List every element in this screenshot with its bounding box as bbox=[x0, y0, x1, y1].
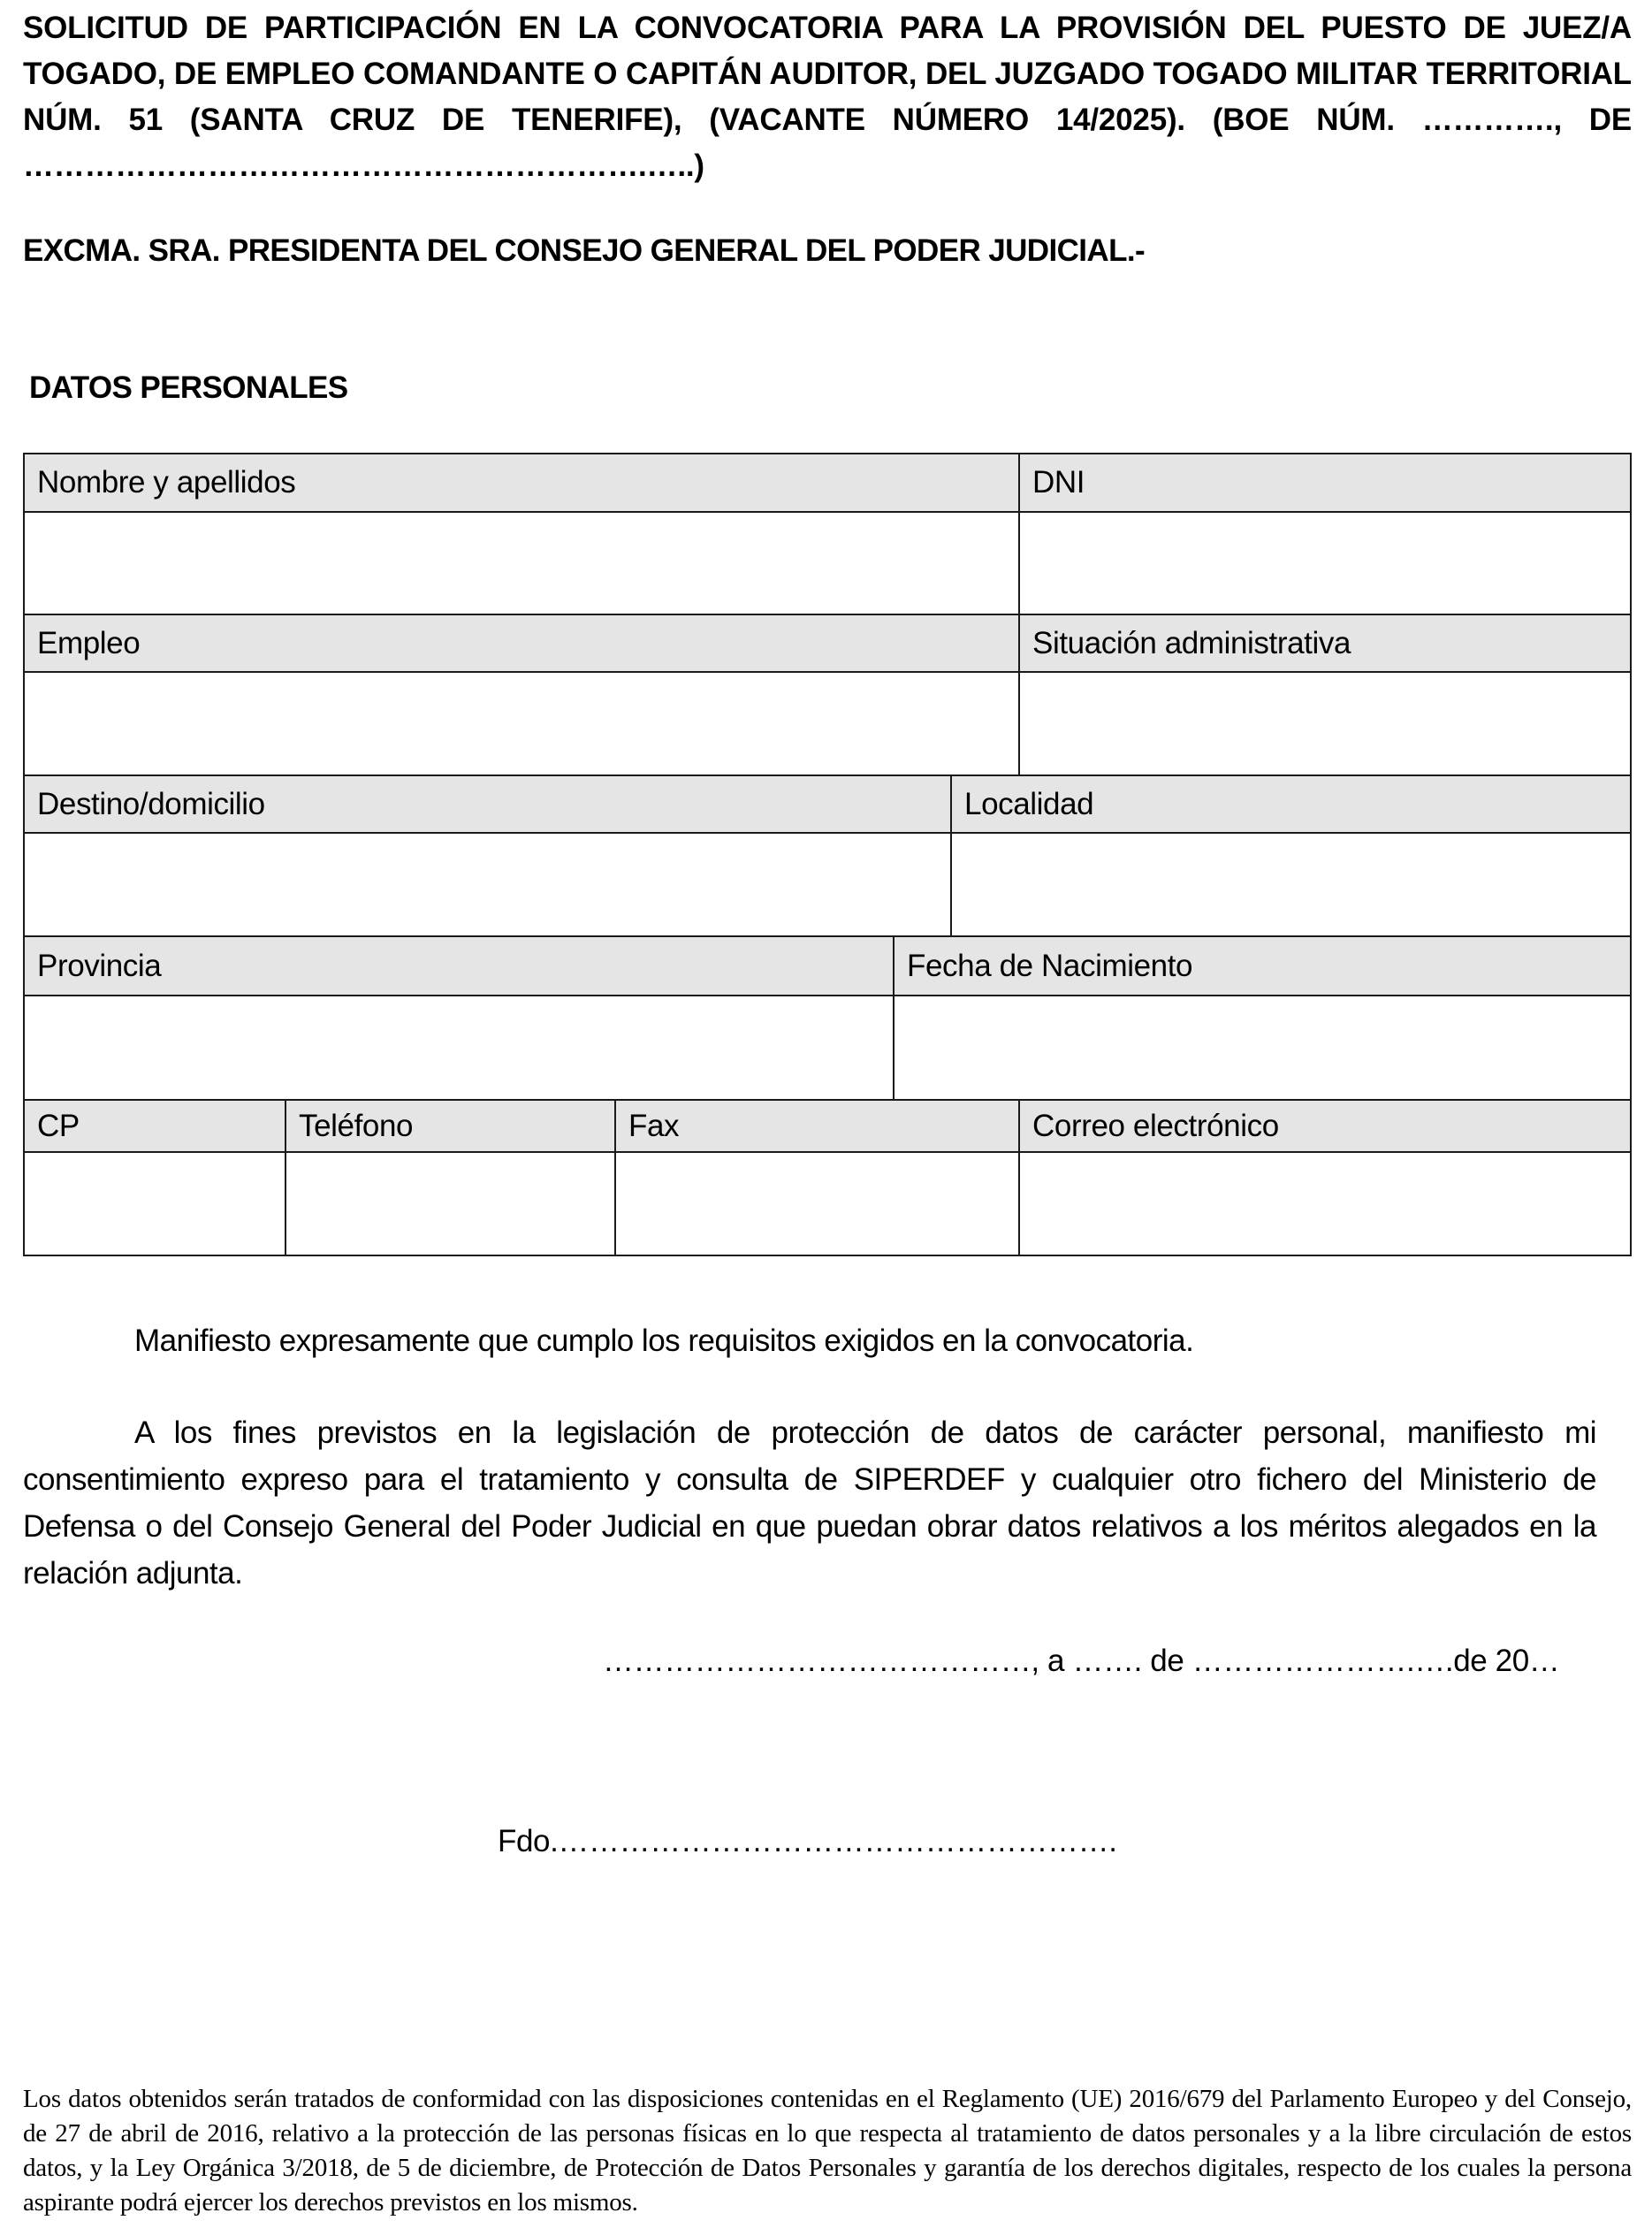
privacy-notice: Los datos obtenidos serán tratados de conformidad con las disposiciones contenidas en el Reglamento (UE) 2016/679 del Parlamento Europeo y del Consejo, de 27 de abril de 2016, relativo a la protección de las personas físicas en lo que respecta al tratamiento de datos personales y a la libre circulación de estos datos, y la Ley Orgánica 3/2018, de 5 de diciembre, de Protección de Datos Personales y garantía de los derechos digitales, respecto de los cuales la persona aspirante podrá ejercer los derechos previstos en los mismos. bbox=[23, 2085, 1632, 2217]
input-telefono[interactable] bbox=[285, 1151, 616, 1256]
input-nombre[interactable] bbox=[23, 511, 1020, 615]
input-localidad[interactable] bbox=[950, 832, 1632, 937]
label-cell-fecha-nacimiento bbox=[893, 935, 1632, 996]
label-cell-fax bbox=[614, 1099, 1020, 1153]
input-fax[interactable] bbox=[614, 1151, 1020, 1256]
label-cell-empleo bbox=[23, 614, 1020, 673]
input-empleo[interactable] bbox=[23, 671, 1020, 776]
input-provincia[interactable] bbox=[23, 995, 895, 1101]
field-label-fax: Fax bbox=[628, 1108, 680, 1143]
label-cell-correo bbox=[1018, 1099, 1632, 1153]
label-cell-telefono bbox=[285, 1099, 616, 1153]
label-cell-dni bbox=[1018, 453, 1632, 513]
field-label-nombre: Nombre y apellidos bbox=[37, 465, 296, 500]
label-cell-situacion bbox=[1018, 614, 1632, 673]
field-label-dni: DNI bbox=[1032, 465, 1085, 500]
label-cell-cp bbox=[23, 1099, 286, 1153]
label-cell-destino bbox=[23, 774, 952, 834]
label-cell-nombre bbox=[23, 453, 1020, 513]
addressee: EXCMA. SRA. PRESIDENTA DEL CONSEJO GENERAL DEL PODER JUDICIAL.- bbox=[23, 233, 1146, 268]
field-label-fecha-nacimiento: Fecha de Nacimiento bbox=[907, 948, 1193, 983]
field-label-destino: Destino/domicilio bbox=[37, 786, 265, 821]
input-cp[interactable] bbox=[23, 1151, 286, 1256]
input-destino[interactable] bbox=[23, 832, 952, 937]
field-label-cp: CP bbox=[37, 1108, 80, 1143]
signature-line[interactable]: Fdo.………………………………………………. bbox=[498, 1824, 1117, 1858]
field-label-provincia: Provincia bbox=[37, 948, 162, 983]
section-title-personal-data: DATOS PERSONALES bbox=[29, 370, 348, 405]
consent-declaration: A los fines previstos en la legislación de protección de datos de carácter personal, manifiesto mi consentimiento expreso para el tratamiento y consulta de SIPERDEF y cualquier otro fichero del Ministerio de Defensa o del Consejo General del Poder Judicial en que puedan obrar datos relativos a los méritos alegados en la relación adjunta. bbox=[23, 1415, 1596, 1591]
field-label-empleo: Empleo bbox=[37, 625, 141, 660]
input-correo[interactable] bbox=[1018, 1151, 1632, 1256]
input-dni[interactable] bbox=[1018, 511, 1632, 615]
document-title: SOLICITUD DE PARTICIPACIÓN EN LA CONVOCATORIA PARA LA PROVISIÓN DEL PUESTO DE JUEZ/A TOGADO, DE EMPLEO COMANDANTE O CAPITÁN AUDITOR, DEL JUZGADO TOGADO MILITAR TERRITORIAL NÚM. 51 (SANTA CRUZ DE TENERIFE), (VACANTE NÚMERO 14/2025). (BOE NÚM. …………., DE …………………………………………………….…..) bbox=[23, 11, 1632, 183]
date-place-line[interactable]: ……………………………………, a ……. de ………………….….de 20… bbox=[603, 1644, 1560, 1678]
field-label-situacion: Situación administrativa bbox=[1032, 625, 1351, 660]
label-cell-localidad bbox=[950, 774, 1632, 834]
label-cell-provincia bbox=[23, 935, 895, 996]
field-label-localidad: Localidad bbox=[964, 786, 1094, 821]
input-situacion[interactable] bbox=[1018, 671, 1632, 776]
field-label-correo: Correo electrónico bbox=[1032, 1108, 1279, 1143]
input-fecha-nacimiento[interactable] bbox=[893, 995, 1632, 1101]
requirements-declaration: Manifiesto expresamente que cumplo los requisitos exigidos en la convocatoria. bbox=[134, 1324, 1194, 1358]
field-label-telefono: Teléfono bbox=[299, 1108, 414, 1143]
